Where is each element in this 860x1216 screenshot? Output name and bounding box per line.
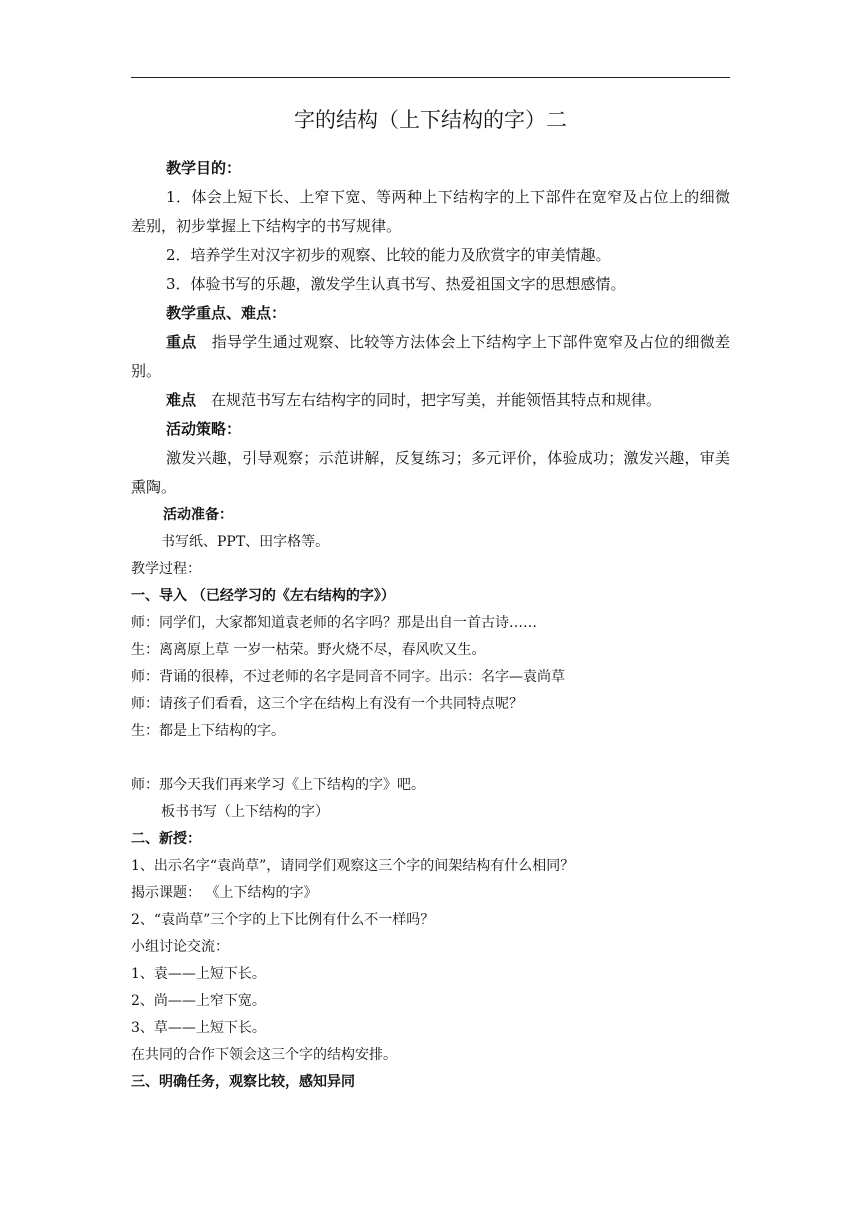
dialogue-line: 师：请孩子们看看，这三个字在结构上有没有一个共同特点呢？	[131, 696, 523, 712]
list-item: 1、出示名字“袁尚草”，请同学们观察这三个字的间架结构有什么相同？	[131, 858, 575, 874]
strategy-text: 激发兴趣，引导观察；示范讲解，反复练习；多元评价，体验成功；激发兴趣，审美熏陶。	[131, 449, 730, 496]
header-rule	[131, 77, 730, 78]
focus-paragraph	[131, 328, 730, 386]
dialogue-line: 生：离离原上草 一岁一枯荣。野火烧不尽，春风吹又生。	[131, 642, 486, 658]
prep-text: 书写纸、PPT、田字格等。	[161, 534, 330, 550]
focus-heading: 教学重点、难点：	[166, 304, 287, 322]
blank-line	[131, 745, 730, 772]
dialogue-line: 生：都是上下结构的字。	[131, 723, 285, 739]
difficulty-text: 在规范书写左右结构字的同时，把字写美，并能领悟其特点和规律。	[211, 391, 662, 409]
dialogue-line: 师：同学们，大家都知道袁老师的名字吗？那是出自一首古诗……	[131, 615, 537, 631]
prep-heading: 活动准备：	[163, 507, 233, 523]
board-writing: 板书书写（上下结构的字）	[161, 804, 329, 820]
list-item: 小组讨论交流：	[131, 939, 229, 955]
list-item: 2、尚——上窄下宽。	[131, 993, 266, 1009]
focus-text: 指导学生通过观察、比较等方法体会上下结构字上下部件宽窄及占位的细微差别。	[131, 333, 730, 380]
difficulty-paragraph	[131, 386, 730, 415]
strategy-heading: 活动策略：	[166, 420, 242, 438]
section-3-heading: 三、明确任务，观察比较，感知异同	[131, 1074, 355, 1090]
goal-3: 3．体验书写的乐趣，激发学生认真书写、热爱祖国文字的思想感情。	[166, 275, 626, 293]
list-item: 3、草——上短下长。	[131, 1020, 266, 1036]
list-item: 1、袁——上短下长。	[131, 966, 266, 982]
dialogue-line: 师：那今天我们再来学习《上下结构的字》吧。	[131, 777, 425, 793]
goals-heading: 教学目的：	[166, 159, 242, 177]
goal-2: 2．培养学生对汉字初步的观察、比较的能力及欣赏字的审美情趣。	[166, 246, 611, 264]
list-item: 在共同的合作下领会这三个字的结构安排。	[131, 1047, 397, 1063]
list-item: 揭示课题： 《上下结构的字》	[131, 885, 318, 901]
list-item: 2、“袁尚草”三个字的上下比例有什么不一样吗？	[131, 912, 435, 928]
focus-label: 重点	[166, 333, 197, 351]
dialogue-line: 师：背诵的很棒，不过老师的名字是同音不同字。出示：名字—袁尚草	[131, 669, 565, 685]
section-1-heading: 一、导入 （已经学习的《左右结构的字》）	[131, 588, 395, 604]
goal-1: 1．体会上短下长、上窄下宽、等两种上下结构字的上下部件在宽窄及占位上的细微差别，初步掌握上下结构字的书写规律。	[131, 188, 730, 235]
document-body	[131, 154, 730, 1096]
difficulty-label: 难点	[166, 391, 197, 409]
section-2-heading: 二、新授：	[131, 831, 201, 847]
process-heading: 教学过程：	[131, 561, 201, 577]
page-title: 字的结构（上下结构的字）二	[294, 108, 567, 132]
